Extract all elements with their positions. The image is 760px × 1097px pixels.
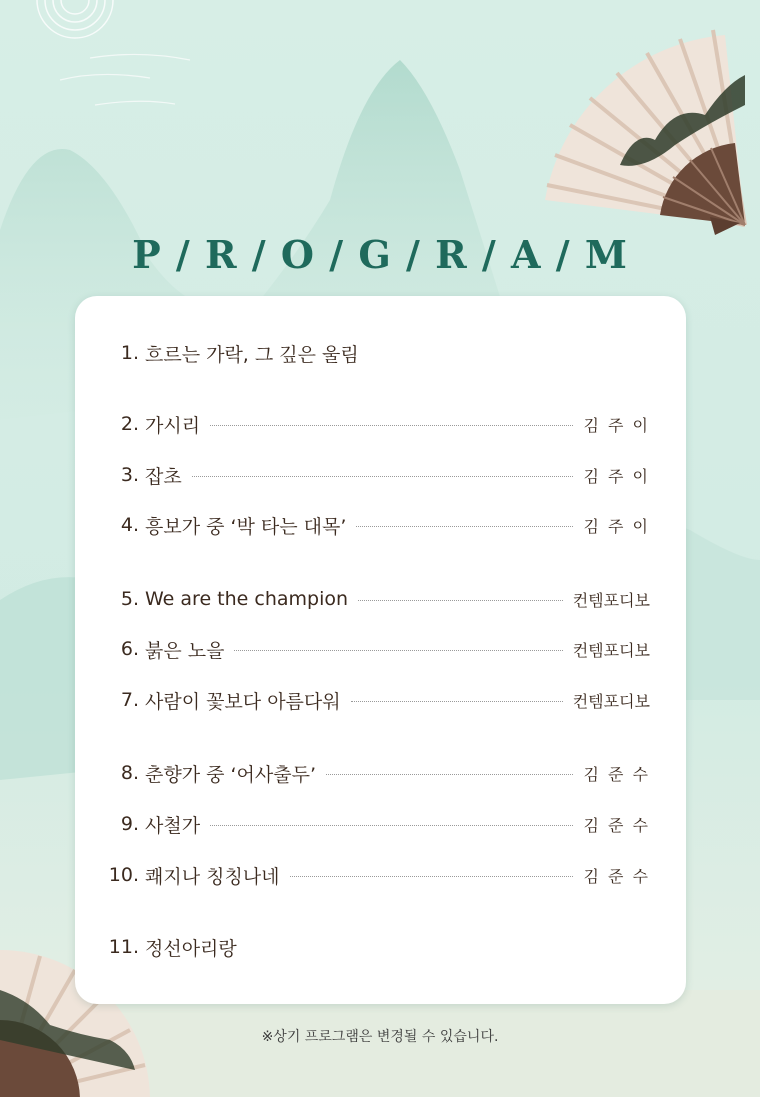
item-title: 정선아리랑 (145, 937, 237, 960)
item-number: 5. (120, 588, 139, 610)
item-performer: 김 주 이 (583, 516, 650, 536)
item-title: 잡초 (145, 465, 182, 488)
dotted-leader (351, 701, 563, 702)
item-title: 붉은 노을 (145, 639, 225, 662)
item-performer: 김 준 수 (583, 764, 650, 784)
program-item (75, 932, 686, 962)
item-number: 8. (120, 762, 139, 784)
program-item (75, 758, 686, 788)
item-performer: 김 준 수 (583, 815, 650, 835)
program-item (75, 510, 686, 540)
dotted-leader (210, 825, 573, 826)
item-title: 흐르는 가락, 그 깊은 울림 (145, 343, 359, 366)
item-title: We are the champion (145, 588, 349, 610)
item-number: 9. (120, 813, 139, 835)
dotted-leader (358, 600, 563, 601)
item-performer: 컨템포디보 (572, 590, 650, 610)
dotted-leader (210, 425, 573, 426)
dotted-leader (192, 476, 574, 477)
item-number: 6. (120, 638, 139, 660)
item-number: 10. (108, 864, 139, 886)
program-item (75, 460, 686, 490)
item-number: 1. (120, 342, 139, 364)
dotted-leader (356, 526, 573, 527)
program-item (75, 685, 686, 715)
dotted-leader (290, 876, 574, 877)
item-number: 3. (120, 464, 139, 486)
item-number: 7. (120, 689, 139, 711)
item-performer: 김 준 수 (583, 866, 650, 886)
program-title: P / R / O / G / R / A / M (132, 232, 628, 277)
item-performer: 김 주 이 (583, 466, 650, 486)
program-item (75, 634, 686, 664)
item-title: 흥보가 중 ‘박 타는 대목’ (145, 515, 347, 538)
change-notice: ※상기 프로그램은 변경될 수 있습니다. (261, 1029, 499, 1045)
item-number: 2. (120, 413, 139, 435)
item-title: 가시리 (145, 414, 201, 437)
program-item (75, 860, 686, 890)
program-item (75, 584, 686, 614)
program-card (75, 296, 686, 1004)
item-title: 쾌지나 칭칭나네 (145, 865, 280, 888)
program-item (75, 809, 686, 839)
program-item (75, 338, 686, 368)
item-number: 4. (120, 514, 139, 536)
item-title: 사철가 (145, 814, 201, 837)
item-title: 춘향가 중 ‘어사출두’ (145, 763, 316, 786)
item-performer: 김 주 이 (583, 415, 650, 435)
item-number: 11. (108, 936, 139, 958)
dotted-leader (234, 650, 562, 651)
item-performer: 컨템포디보 (572, 691, 650, 711)
item-title: 사람이 꽃보다 아름다워 (145, 690, 341, 713)
dotted-leader (326, 774, 573, 775)
item-performer: 컨템포디보 (572, 640, 650, 660)
program-item (75, 409, 686, 439)
